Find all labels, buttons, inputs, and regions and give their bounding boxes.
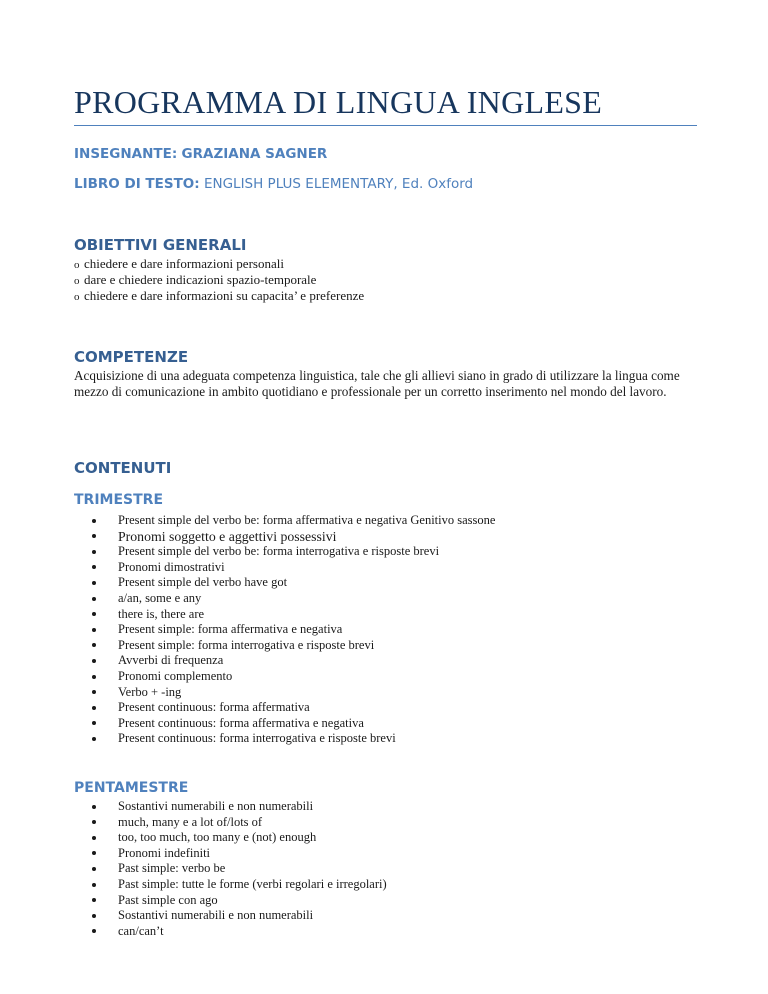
teacher-name: GRAZIANA SAGNER bbox=[181, 146, 328, 162]
list-item: Present continuous: forma affermativa bbox=[92, 700, 495, 716]
obiettivi-list bbox=[74, 256, 364, 304]
bullet-icon bbox=[92, 675, 96, 679]
competenze-text: Acquisizione di una adeguata competenza linguistica, tale che gli allievi siano in grado di utilizzare la lingua come mezzo di comunicazione in ambito quotidiano e professionale per un corretto inserimento nel mondo del lavoro. bbox=[74, 368, 680, 399]
list-item: can/can’t bbox=[92, 924, 387, 940]
textbook-line bbox=[74, 176, 473, 192]
bullet-icon bbox=[92, 628, 96, 632]
bullet-icon bbox=[92, 612, 96, 616]
list-item: o chiedere e dare informazioni personali bbox=[74, 256, 284, 271]
circle-bullet-icon: o bbox=[74, 291, 80, 303]
textbook-value: ENGLISH PLUS ELEMENTARY, Ed. Oxford bbox=[203, 176, 474, 192]
list-item: Present simple: forma interrogativa e risposte brevi bbox=[92, 638, 495, 654]
list-item: Avverbi di frequenza bbox=[92, 653, 495, 669]
bullet-icon bbox=[92, 565, 96, 569]
list-item: Present continuous: forma interrogativa e risposte brevi bbox=[92, 731, 495, 747]
bullet-icon bbox=[92, 851, 96, 855]
list-item: Present simple del verbo be: forma affermativa e negativa Genitivo sassone bbox=[92, 513, 495, 529]
title-underline bbox=[74, 125, 697, 126]
list-item: Past simple: tutte le forme (verbi regolari e irregolari) bbox=[92, 877, 387, 893]
pentamestre-list bbox=[92, 799, 387, 939]
list-item: Pronomi soggetto e aggettivi possessivi bbox=[92, 529, 495, 545]
competenze-heading: COMPETENZE bbox=[74, 348, 189, 366]
circle-bullet-icon: o bbox=[74, 259, 80, 271]
contenuti-heading: CONTENUTI bbox=[74, 459, 172, 477]
bullet-icon bbox=[92, 706, 96, 710]
bullet-icon bbox=[92, 805, 96, 809]
obiettivi-heading: OBIETTIVI GENERALI bbox=[74, 236, 247, 254]
bullet-icon bbox=[92, 581, 96, 585]
bullet-icon bbox=[92, 867, 96, 871]
list-item: Sostantivi numerabili e non numerabili bbox=[92, 908, 387, 924]
list-item: Verbo + -ing bbox=[92, 685, 495, 701]
bullet-icon bbox=[92, 914, 96, 918]
bullet-icon bbox=[92, 929, 96, 933]
teacher-line bbox=[74, 146, 327, 162]
bullet-icon bbox=[92, 721, 96, 725]
list-item: Sostantivi numerabili e non numerabili bbox=[92, 799, 387, 815]
list-item: Pronomi dimostrativi bbox=[92, 560, 495, 576]
bullet-icon bbox=[92, 597, 96, 601]
bullet-icon bbox=[92, 519, 96, 523]
bullet-icon bbox=[92, 643, 96, 647]
list-item: Present simple del verbo have got bbox=[92, 575, 495, 591]
bullet-icon bbox=[92, 898, 96, 902]
list-item: Pronomi indefiniti bbox=[92, 846, 387, 862]
bullet-icon bbox=[92, 534, 96, 538]
list-item: Pronomi complemento bbox=[92, 669, 495, 685]
list-item: Past simple con ago bbox=[92, 893, 387, 909]
circle-bullet-icon: o bbox=[74, 275, 80, 287]
list-item: Past simple: verbo be bbox=[92, 861, 387, 877]
list-item: much, many e a lot of/lots of bbox=[92, 815, 387, 831]
bullet-icon bbox=[92, 836, 96, 840]
list-item: o chiedere e dare informazioni su capacita’ e preferenze bbox=[74, 288, 365, 303]
list-item: there is, there are bbox=[92, 607, 495, 623]
pentamestre-heading: PENTAMESTRE bbox=[74, 780, 189, 796]
list-item: a/an, some e any bbox=[92, 591, 495, 607]
bullet-icon bbox=[92, 820, 96, 824]
teacher-label: INSEGNANTE: bbox=[74, 146, 178, 162]
bullet-icon bbox=[92, 659, 96, 663]
list-item: Present continuous: forma affermativa e negativa bbox=[92, 716, 495, 732]
textbook-label: LIBRO DI TESTO: bbox=[74, 176, 200, 192]
bullet-icon bbox=[92, 883, 96, 887]
list-item: too, too much, too many e (not) enough bbox=[92, 830, 387, 846]
list-item: o dare e chiedere indicazioni spazio-temporale bbox=[74, 272, 317, 287]
list-item: Present simple del verbo be: forma interrogativa e risposte brevi bbox=[92, 544, 495, 560]
trimestre-list bbox=[92, 513, 495, 747]
page-title: PROGRAMMA DI LINGUA INGLESE bbox=[74, 84, 603, 120]
list-item: Present simple: forma affermativa e negativa bbox=[92, 622, 495, 638]
bullet-icon bbox=[92, 737, 96, 741]
bullet-icon bbox=[92, 690, 96, 694]
bullet-icon bbox=[92, 550, 96, 554]
trimestre-heading: TRIMESTRE bbox=[74, 492, 164, 508]
